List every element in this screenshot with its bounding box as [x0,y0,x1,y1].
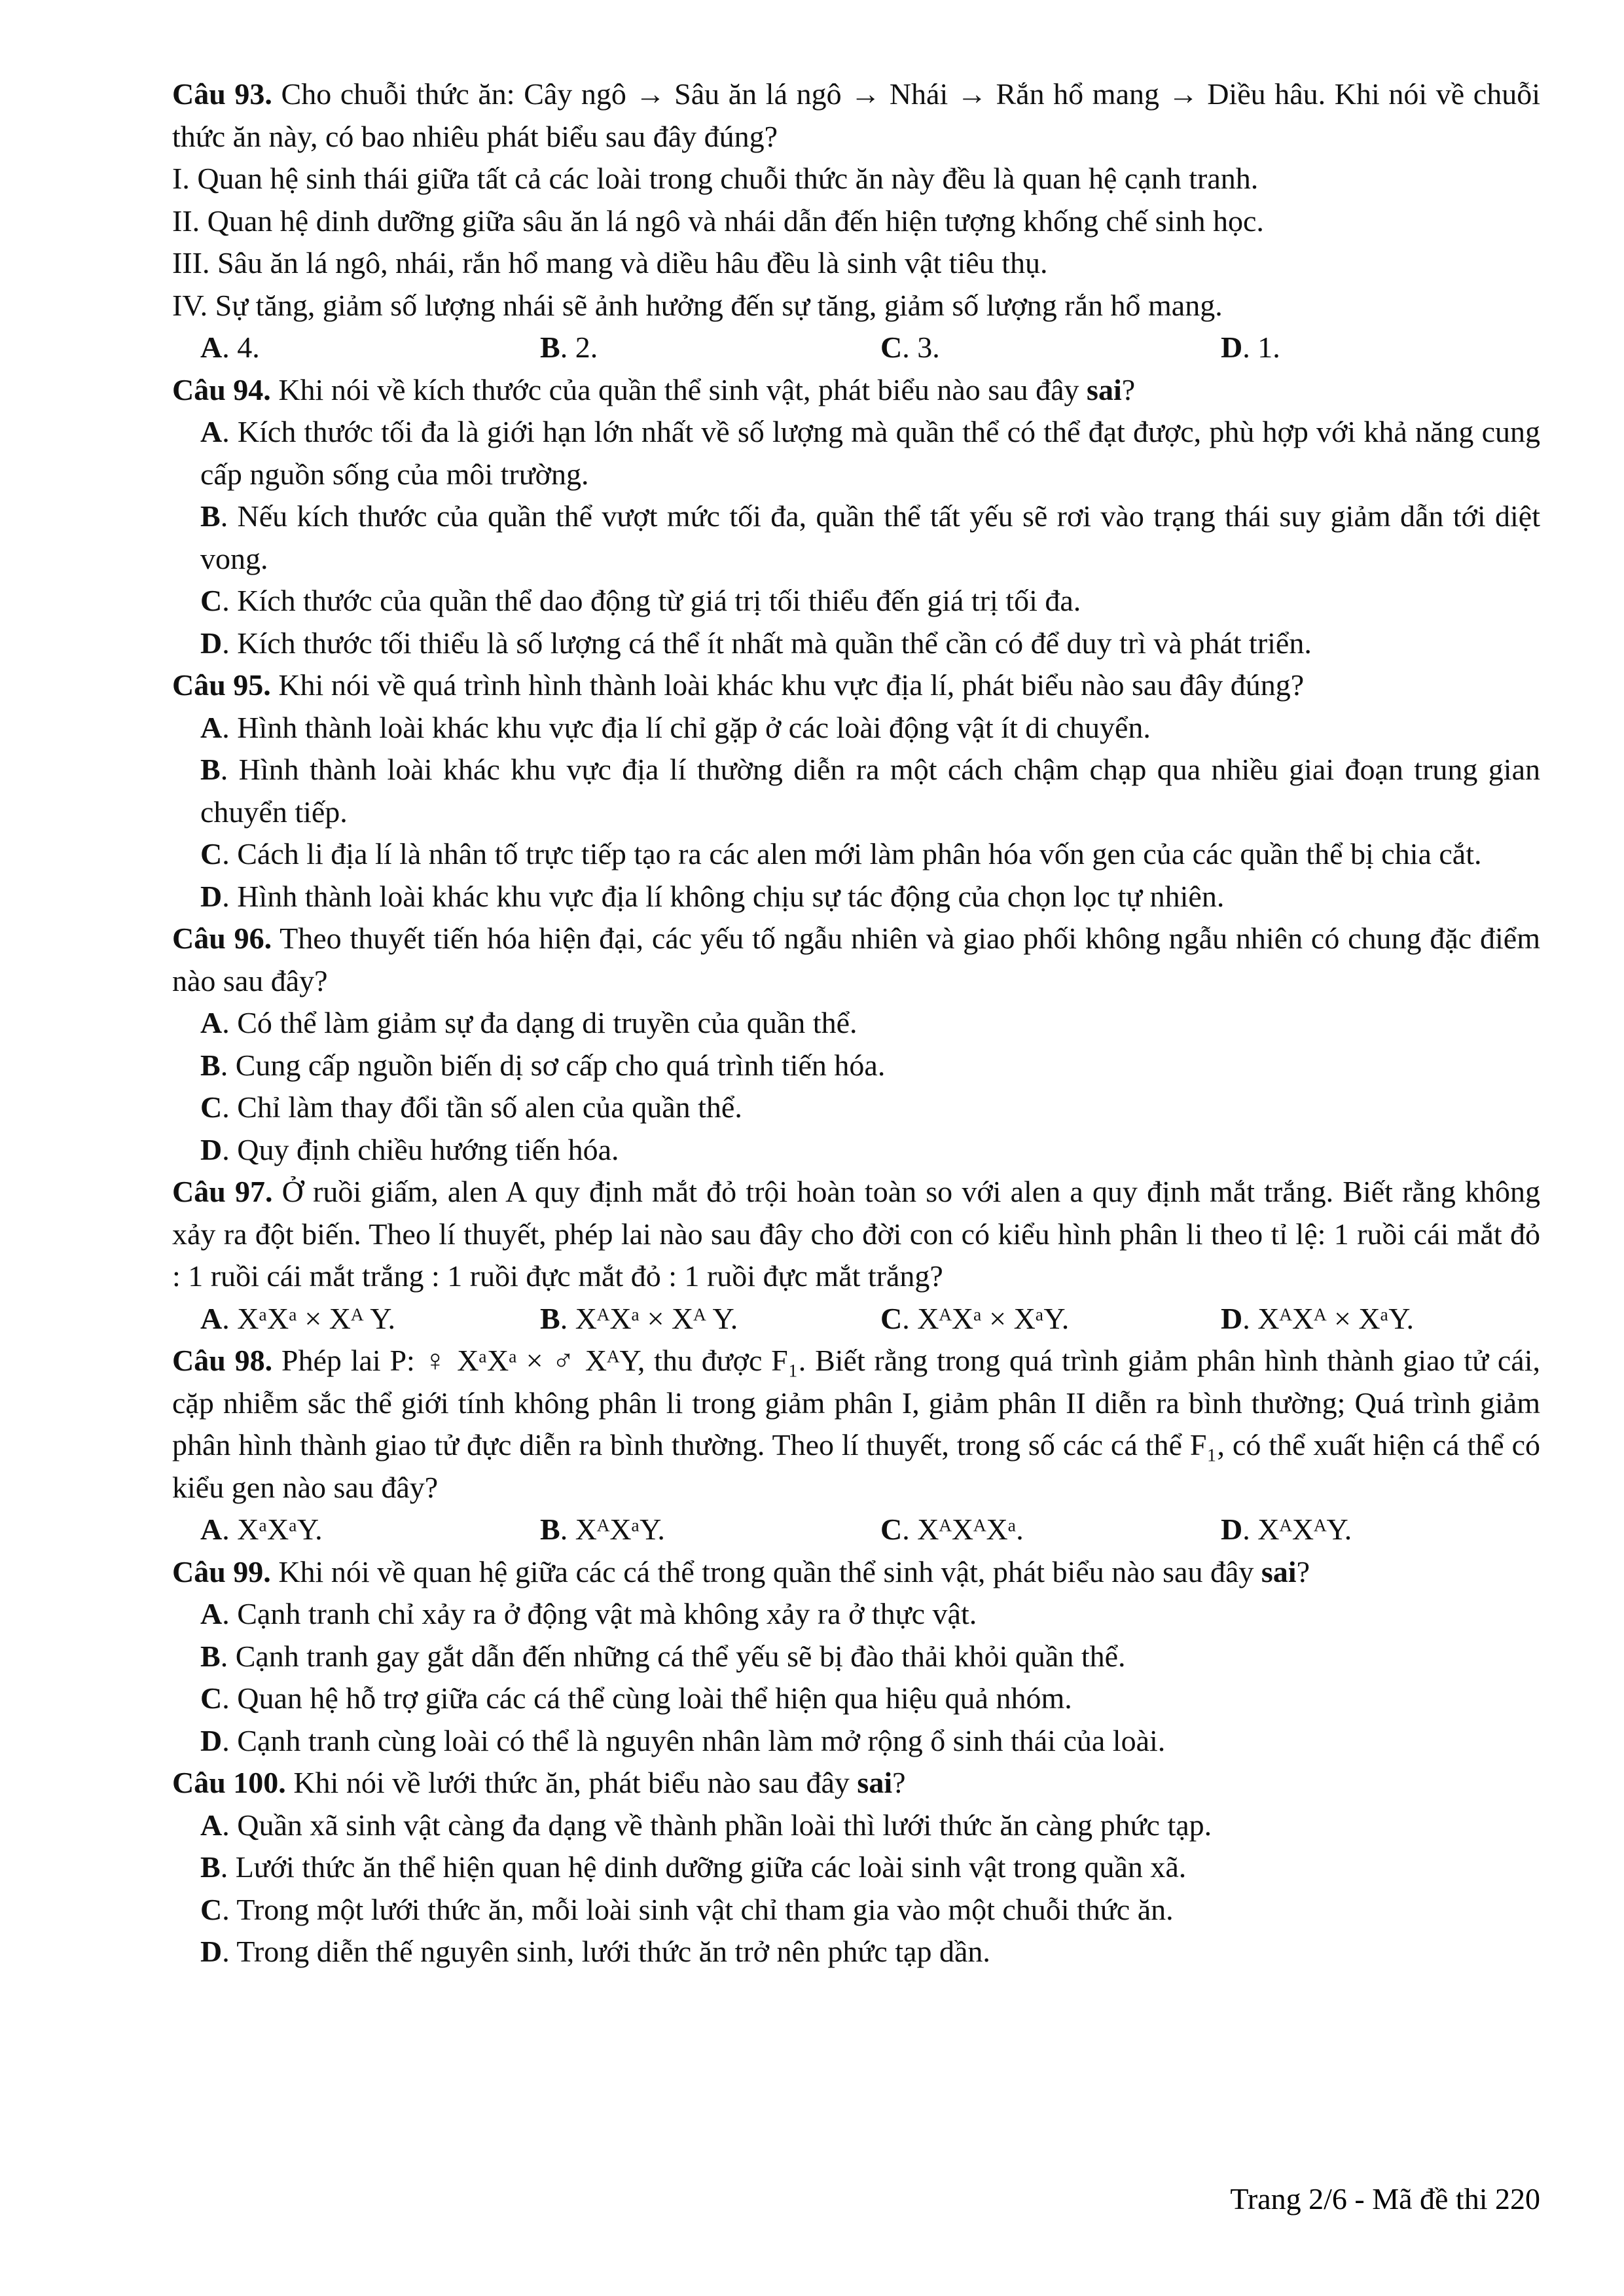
option-c[interactable]: C. 3. [880,331,940,364]
option-c[interactable]: C. Cách li địa lí là nhân tố trực tiếp tạo ra các alen mới làm phân hóa vốn gen của các quần thể bị chia cắt. [200,837,1482,870]
question-label: Câu 94. [172,372,271,406]
option-a[interactable]: A. XᵃXᵃY. [200,1513,323,1546]
question-stem: Câu 94. Khi nói về kích thước của quần thể sinh vật, phát biểu nào sau đây sai? [172,372,1136,406]
option-c[interactable]: C. Chỉ làm thay đổi tần số alen của quần thể. [200,1090,742,1124]
option-a[interactable]: A. Có thể làm giảm sự đa dạng di truyền của quần thể. [200,1006,857,1039]
option-b[interactable]: B. 2. [540,331,598,364]
question-stem: Câu 97. Ở ruồi giấm, alen A quy định mắt đỏ trội hoàn toàn so với alen a quy định mắt trắng. Biết rằng không xảy ra đột biến. Theo lí thuyết, phép lai nào sau đây cho đời con có kiểu hình phân li theo tỉ lệ: 1 ruồi cái mắt đỏ : 1 ruồi cái mắt trắng : 1 ruồi đực mắt đỏ : 1 ruồi đực mắt trắng? [172,1175,1541,1293]
option-a[interactable]: A. Hình thành loài khác khu vực địa lí chỉ gặp ở các loài động vật ít di chuyển. [200,710,1151,744]
question-stem: Câu 98. Phép lai P: ♀ XᵃXᵃ × ♂ XᴬY, thu được F₁. Biết rằng trong quá trình giảm phân hình thành giao tử cái, cặp nhiễm sắc thể giới tính không phân li trong giảm phân I, giảm phân II diễn ra bình thường; Quá trình giảm phân hình thành giao tử đực diễn ra bình thường. Theo lí thuyết, trong số các cá thể F₁, có thể xuất hiện cá thể có kiểu gen nào sau đây? [172,1344,1540,1504]
question-94 [172,369,1540,665]
question-99 [172,1551,1540,1763]
option-a[interactable]: A. Quần xã sinh vật càng đa dạng về thành phần loài thì lưới thức ăn càng phức tạp. [200,1808,1212,1842]
statement: I. Quan hệ sinh thái giữa tất cả các loài trong chuỗi thức ăn này đều là quan hệ cạnh tranh. [172,162,1259,195]
option-a[interactable]: A. Cạnh tranh chỉ xảy ra ở động vật mà không xảy ra ở thực vật. [200,1597,977,1630]
question-label: Câu 96. [172,922,272,955]
option-c[interactable]: C. XᴬXᴬXᵃ. [880,1513,1024,1546]
statement: II. Quan hệ dinh dưỡng giữa sâu ăn lá ngô và nhái dẫn đến hiện tượng khống chế sinh học. [172,204,1264,238]
page-number-exam-code: Trang 2/6 - Mã đề thi 220 [1230,2182,1540,2215]
option-b[interactable]: B. XᴬXᵃ × Xᴬ Y. [540,1301,738,1335]
option-b[interactable]: B. Cạnh tranh gay gắt dẫn đến những cá thể yếu sẽ bị đào thải khỏi quần thể. [200,1639,1126,1673]
question-stem: Câu 99. Khi nói về quan hệ giữa các cá thể trong quần thể sinh vật, phát biểu nào sau đây sai? [172,1554,1310,1588]
question-label: Câu 98. [172,1344,273,1377]
option-d[interactable]: D. XᴬXᴬY. [1221,1513,1352,1546]
option-d[interactable]: D. Hình thành loài khác khu vực địa lí không chịu sự tác động của chọn lọc tự nhiên. [200,879,1225,913]
option-c[interactable]: C. Trong một lưới thức ăn, mỗi loài sinh vật chỉ tham gia vào một chuỗi thức ăn. [200,1892,1174,1926]
emphasis-sai: sai [857,1766,893,1799]
option-b[interactable]: B. Nếu kích thước của quần thể vượt mức tối đa, quần thể tất yếu sẽ rơi vào trạng thái suy giảm dẫn tới diệt vong. [200,499,1540,575]
answer-options [172,327,1540,369]
question-label: Câu 99. [172,1554,271,1588]
option-d[interactable]: D. Quy định chiều hướng tiến hóa. [200,1132,619,1166]
question-95 [172,664,1540,918]
question-stem: Câu 95. Khi nói về quá trình hình thành loài khác khu vực địa lí, phát biểu nào sau đây đúng? [172,668,1305,702]
question-stem: Câu 100. Khi nói về lưới thức ăn, phát biểu nào sau đây sai? [172,1766,906,1799]
question-98 [172,1340,1540,1551]
question-label: Câu 93. [172,77,272,111]
question-stem [172,73,1540,158]
answer-options [172,1509,1540,1551]
option-a[interactable]: A. 4. [200,331,260,364]
option-d[interactable]: D. Trong diễn thế nguyên sinh, lưới thức ăn trở nên phức tạp dần. [200,1935,990,1968]
option-d[interactable]: D. Kích thước tối thiểu là số lượng cá thể ít nhất mà quần thể cần có để duy trì và phát triển. [200,626,1312,660]
question-96 [172,918,1540,1171]
option-a[interactable]: A. Kích thước tối đa là giới hạn lớn nhất về số lượng mà quần thể có thể đạt được, phù hợp với khả năng cung cấp nguồn sống của môi trường. [200,415,1540,491]
emphasis-sai: sai [1087,372,1122,406]
question-93 [172,73,1540,369]
question-stem: Câu 96. Theo thuyết tiến hóa hiện đại, các yếu tố ngẫu nhiên và giao phối không ngẫu nhiên có chung đặc điểm nào sau đây? [172,922,1541,997]
question-label: Câu 97. [172,1175,273,1208]
question-label: Câu 95. [172,668,271,702]
statement: III. Sâu ăn lá ngô, nhái, rắn hổ mang và diều hâu đều là sinh vật tiêu thụ. [172,246,1048,279]
option-c[interactable]: C. XᴬXᵃ × XᵃY. [880,1301,1070,1335]
option-d[interactable]: D. XᴬXᴬ × XᵃY. [1221,1301,1415,1335]
option-b[interactable]: B. Lưới thức ăn thể hiện quan hệ dinh dưỡng giữa các loài sinh vật trong quần xã. [200,1850,1187,1884]
option-d[interactable]: D. 1. [1221,331,1280,364]
option-c[interactable]: C. Kích thước của quần thể dao động từ giá trị tối thiểu đến giá trị tối đa. [200,584,1081,617]
question-text: Cho chuỗi thức ăn: Cây ngô → Sâu ăn lá ngô → Nhái → Rắn hổ mang → Diều hâu. Khi nói về chuỗi thức ăn này, có bao nhiêu phát biểu sau đây đúng? [172,77,1541,153]
question-97 [172,1171,1540,1340]
option-a[interactable]: A. XᵃXᵃ × Xᴬ Y. [200,1301,395,1335]
option-b[interactable]: B. Hình thành loài khác khu vực địa lí thường diễn ra một cách chậm chạp qua nhiều giai đoạn trung gian chuyển tiếp. [200,753,1540,829]
option-b[interactable]: B. Cung cấp nguồn biến dị sơ cấp cho quá trình tiến hóa. [200,1048,886,1082]
option-d[interactable]: D. Cạnh tranh cùng loài có thể là nguyên nhân làm mở rộng ổ sinh thái của loài. [200,1723,1166,1757]
answer-options [172,1298,1540,1340]
emphasis-sai: sai [1261,1554,1297,1588]
exam-page [172,73,1540,1973]
option-b[interactable]: B. XᴬXᵃY. [540,1513,665,1546]
question-label: Câu 100. [172,1766,286,1799]
question-100 [172,1762,1540,1973]
option-c[interactable]: C. Quan hệ hỗ trợ giữa các cá thể cùng loài thể hiện qua hiệu quả nhóm. [200,1681,1072,1715]
statement: IV. Sự tăng, giảm số lượng nhái sẽ ảnh hưởng đến sự tăng, giảm số lượng rắn hổ mang. [172,288,1223,322]
